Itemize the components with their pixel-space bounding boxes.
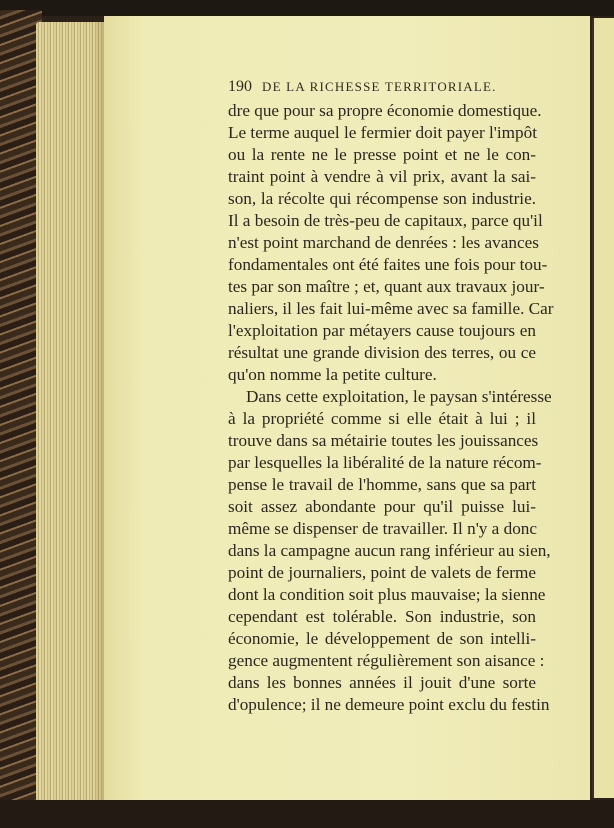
text-line: n'est point marchand de denrées : les avances	[228, 233, 539, 252]
text-line: à la propriété comme si elle était à lui ; il	[228, 409, 536, 428]
running-header	[228, 78, 538, 96]
text-line: naliers, il les fait lui-même avec sa famille. Car	[228, 299, 554, 318]
text-line: dont la condition soit plus mauvaise; la sienne	[228, 585, 546, 604]
page-edges	[36, 22, 106, 802]
text-line: trouve dans sa métairie toutes les jouissances	[228, 431, 539, 450]
text-line: d'opulence; il ne demeure point exclu du festin	[228, 695, 550, 714]
text-line: qu'on nomme la petite culture.	[228, 365, 437, 384]
text-line: Le terme auquel le fermier doit payer l'impôt	[228, 123, 538, 142]
text-line: résultat une grande division des terres, ou ce	[228, 343, 536, 362]
text-line: par lesquelles la libéralité de la nature récom-	[228, 453, 542, 472]
text-line: tes par son maître ; et, quant aux travaux jour-	[228, 277, 545, 296]
text-line: ou la rente ne le presse point et ne le con-	[228, 145, 536, 164]
text-line: pense le travail de l'homme, sans que sa part	[228, 475, 536, 494]
text-line: point de journaliers, point de valets de ferme	[228, 563, 536, 582]
body-text	[228, 100, 554, 716]
text-line: gence augmentent régulièrement son aisance :	[228, 651, 545, 670]
facing-page-edge	[592, 18, 614, 798]
text-line: fondamentales ont été faites une fois pour tou-	[228, 255, 548, 274]
text-line: Il a besoin de très-peu de capitaux, parce qu'il	[228, 211, 543, 230]
text-line: son, la récolte qui récompense son industrie.	[228, 189, 536, 208]
text-line: dans la campagne aucun rang inférieur au sien,	[228, 541, 551, 560]
running-title: DE LA RICHESSE TERRITORIALE.	[262, 79, 497, 94]
scan-border-top	[0, 0, 614, 16]
text-line: dans les bonnes années il jouit d'une sorte	[228, 673, 536, 692]
page-number: 190	[228, 78, 252, 95]
text-line: traint point à vendre à vil prix, avant la sai-	[228, 167, 536, 186]
text-line: économie, le développement de son intelli-	[228, 629, 536, 648]
text-line: Dans cette exploitation, le paysan s'intéresse	[246, 387, 552, 406]
text-line: dre que pour sa propre économie domestique.	[228, 101, 542, 120]
text-line: cependant est tolérable. Son industrie, son	[228, 607, 536, 626]
text-line: l'exploitation par métayers cause toujours en	[228, 321, 536, 340]
text-line: même se dispenser de travailler. Il n'y a donc	[228, 519, 538, 538]
text-line: soit assez abondante pour qu'il puisse lui-	[228, 497, 536, 516]
scan-border-bottom	[0, 800, 614, 828]
